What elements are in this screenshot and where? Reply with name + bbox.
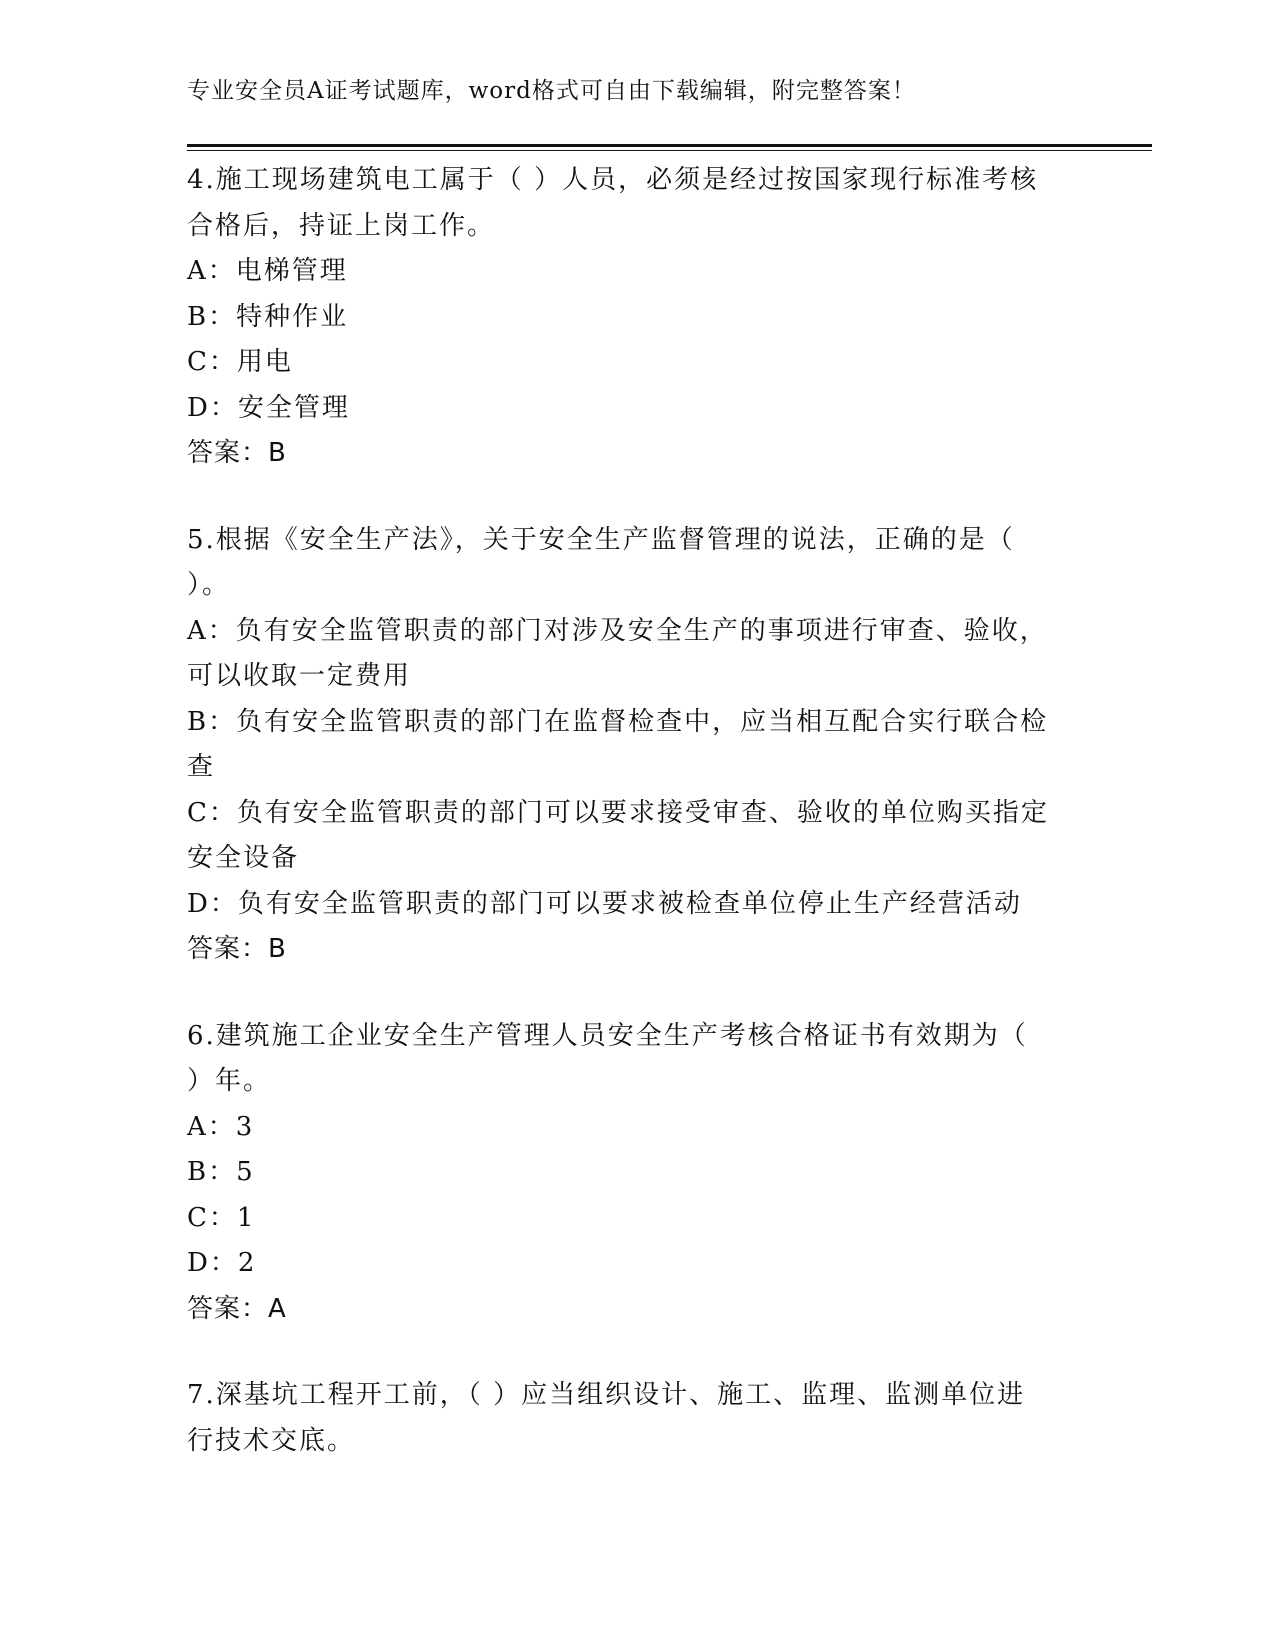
question-list bbox=[187, 158, 1067, 1464]
question-stem-line: 行技术交底。 bbox=[187, 1425, 356, 1456]
option-c-continued: 安全设备 bbox=[187, 843, 300, 873]
option-d: D：2 bbox=[187, 1248, 257, 1278]
question-block bbox=[187, 1373, 1067, 1464]
option-c: C：用电 bbox=[187, 347, 293, 377]
question-stem-line: 4.施工现场建筑电工属于（ ）人员，必须是经过按国家现行标准考核 bbox=[187, 165, 1039, 195]
header-divider-thin bbox=[187, 150, 1152, 151]
option-a-continued: 可以收取一定费用 bbox=[187, 661, 412, 691]
question-block bbox=[187, 518, 1067, 973]
question-stem-line: 7.深基坑工程开工前，（ ）应当组织设计、施工、监理、监测单位进 bbox=[187, 1380, 1026, 1410]
option-a: A：负有安全监管职责的部门对涉及安全生产的事项进行审查、验收， bbox=[187, 615, 1048, 646]
answer-line: 答案：A bbox=[187, 1293, 287, 1324]
answer-line: 答案：B bbox=[187, 438, 287, 468]
option-a: A：3 bbox=[187, 1111, 255, 1142]
question-stem-line: ）年。 bbox=[187, 1066, 272, 1096]
option-b-continued: 查 bbox=[187, 752, 216, 782]
option-d: D：负有安全监管职责的部门可以要求被检查单位停止生产经营活动 bbox=[187, 888, 1022, 919]
option-c: C：1 bbox=[187, 1202, 256, 1233]
option-d: D：安全管理 bbox=[187, 392, 350, 423]
option-b: B：特种作业 bbox=[187, 301, 349, 332]
option-a: A：电梯管理 bbox=[187, 256, 348, 286]
document-header: 专业安全员A证考试题库，word格式可自由下载编辑，附完整答案！ bbox=[187, 78, 916, 104]
option-b: B：5 bbox=[187, 1157, 255, 1187]
question-stem-line: 6.建筑施工企业安全生产管理人员安全生产考核合格证书有效期为（ bbox=[187, 1020, 1028, 1051]
option-b: B：负有安全监管职责的部门在监督检查中，应当相互配合实行联合检 bbox=[187, 706, 1049, 737]
answer-line: 答案：B bbox=[187, 934, 287, 964]
question-stem-line: ）。 bbox=[187, 570, 231, 600]
question-stem-line: 合格后，持证上岗工作。 bbox=[187, 210, 496, 241]
header-divider-thick bbox=[187, 144, 1152, 147]
question-stem-line: 5.根据《安全生产法》，关于安全生产监督管理的说法，正确的是（ bbox=[187, 524, 1015, 555]
question-block bbox=[187, 158, 1067, 477]
question-block bbox=[187, 1014, 1067, 1333]
option-c: C：负有安全监管职责的部门可以要求接受审查、验收的单位购买指定 bbox=[187, 797, 1049, 828]
